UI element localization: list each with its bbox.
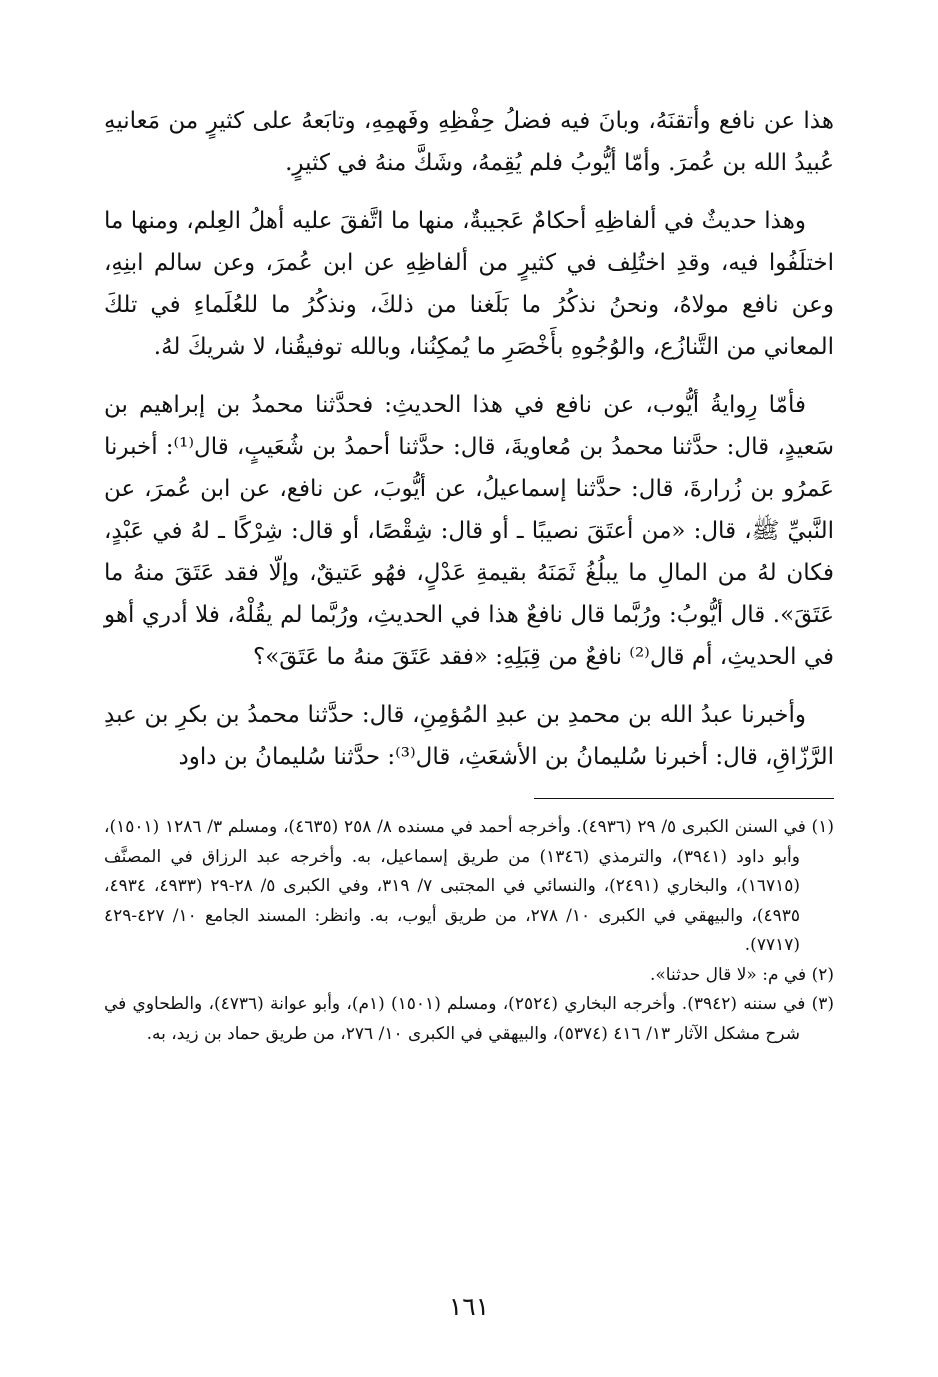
footnote-2: (٢) في م: «لا قال حدثنا». <box>649 964 834 985</box>
footnote-separator <box>534 798 834 799</box>
footnotes <box>104 813 834 1049</box>
paragraph-2: وهذا حديثٌ في ألفاظِهِ أحكامٌ عَجيبةٌ، منها ما اتَّفقَ عليه أهلُ العِلم، ومنها ما اختلَفُوا فيه، وقدِ اختُلِف في كثيرٍ من ألفاظِهِ عن ابن عُمرَ، وعن سالم ابنِهِ، وعن نافع مولاهُ، ونحنُ نذكُرُ ما بَلَغنا من ذلكَ، ونذكُرُ ما للعُلَماءِ في تلكَ المعاني من التَّنازُع، والوُجُوهِ بأَخْصَرِ ما يُمكِنُنا، وبالله توفيقُنا، لا شريكَ لهُ. <box>104 208 834 360</box>
main-text <box>104 100 834 778</box>
paragraph-3: فأمّا رِوايةُ أيُّوب، عن نافع في هذا الحديثِ: فحدَّثنا محمدُ بن إبراهيم بن سَعيدٍ، قال: حدَّثنا محمدُ بن مُعاويةَ، قال: حدَّثنا أحمدُ بن شُعَيبٍ، قال⁽¹⁾: أخبرنا عَمرُو بن زُرارةَ، قال: حدَّثنا إسماعيلُ، عن أيُّوبَ، عن نافع، عن ابن عُمرَ، عن النَّبيِّ ﷺ، قال: «من أعتَقَ نصيبًا ـ أو قال: شِقْصًا، أو قال: شِرْكًا ـ لهُ في عَبْدٍ، فكان لهُ من المالِ ما يبلُغُ ثَمَنَهُ بقيمةِ عَدْلٍ، فهُو عَتيقٌ، وإلّا فقد عَتَقَ منهُ ما عَتَقَ». قال أيُّوبُ: ورُبَّما قال نافعٌ هذا في الحديثِ، ورُبَّما لم يقُلْهُ، فلا أدري أهو في الحديثِ، أم قال⁽²⁾ نافعٌ من قِبَلِهِ: «فقد عَتَقَ منهُ ما عَتَقَ»؟ <box>104 392 834 670</box>
paragraph-4: وأخبرنا عبدُ الله بن محمدِ بن عبدِ المُؤمِنِ، قال: حدَّثنا محمدُ بن بكرِ بن عبدِ الرَّزّاقِ، قال: أخبرنا سُليمانُ بن الأشعَثِ، قال⁽³⁾: حدَّثنا سُليمانُ بن داود <box>104 702 834 770</box>
footnote-1: (١) في السنن الكبرى ٥/ ٢٩ (٤٩٣٦). وأخرجه أحمد في مسنده ٨/ ٢٥٨ (٤٦٣٥)، ومسلم ٣/ ١٢٨٦ (١٥٠١)، وأبو داود (٣٩٤١)، والترمذي (١٣٤٦) من طريق إسماعيل، به. وأخرجه عبد الرزاق في المصنَّف (١٦٧١٥)، والبخاري (٢٤٩١)، والنسائي في المجتبى ٧/ ٣١٩، وفي الكبرى ٥/ ٢٨-٢٩ (٤٩٣٣، ٤٩٣٤، ٤٩٣٥)، والبيهقي في الكبرى ١٠/ ٢٧٨، من طريق أيوب، به. وانظر: المسند الجامع ١٠/ ٤٢٧-٤٢٩ (٧٧١٧). <box>104 817 834 955</box>
paragraph-1: هذا عن نافع وأتقنَهُ، وبانَ فيه فضلُ حِفْظِهِ وفَهمِهِ، وتابَعهُ على كثيرٍ من مَعانيهِ عُبيدُ الله بن عُمرَ. وأمّا أيُّوبُ فلم يُقِمهُ، وشَكَّ منهُ في كثيرٍ. <box>104 108 834 176</box>
page-number: ١٦١ <box>448 1292 490 1321</box>
footnote-3: (٣) في سننه (٣٩٤٢). وأخرجه البخاري (٢٥٢٤)، ومسلم (١٥٠١) (١م)، وأبو عوانة (٤٧٣٦)، والطحاوي في شرح مشكل الآثار ١٣/ ٤١٦ (٥٣٧٤)، والبيهقي في الكبرى ١٠/ ٢٧٦، من طريق حماد بن زيد، به. <box>104 994 835 1044</box>
